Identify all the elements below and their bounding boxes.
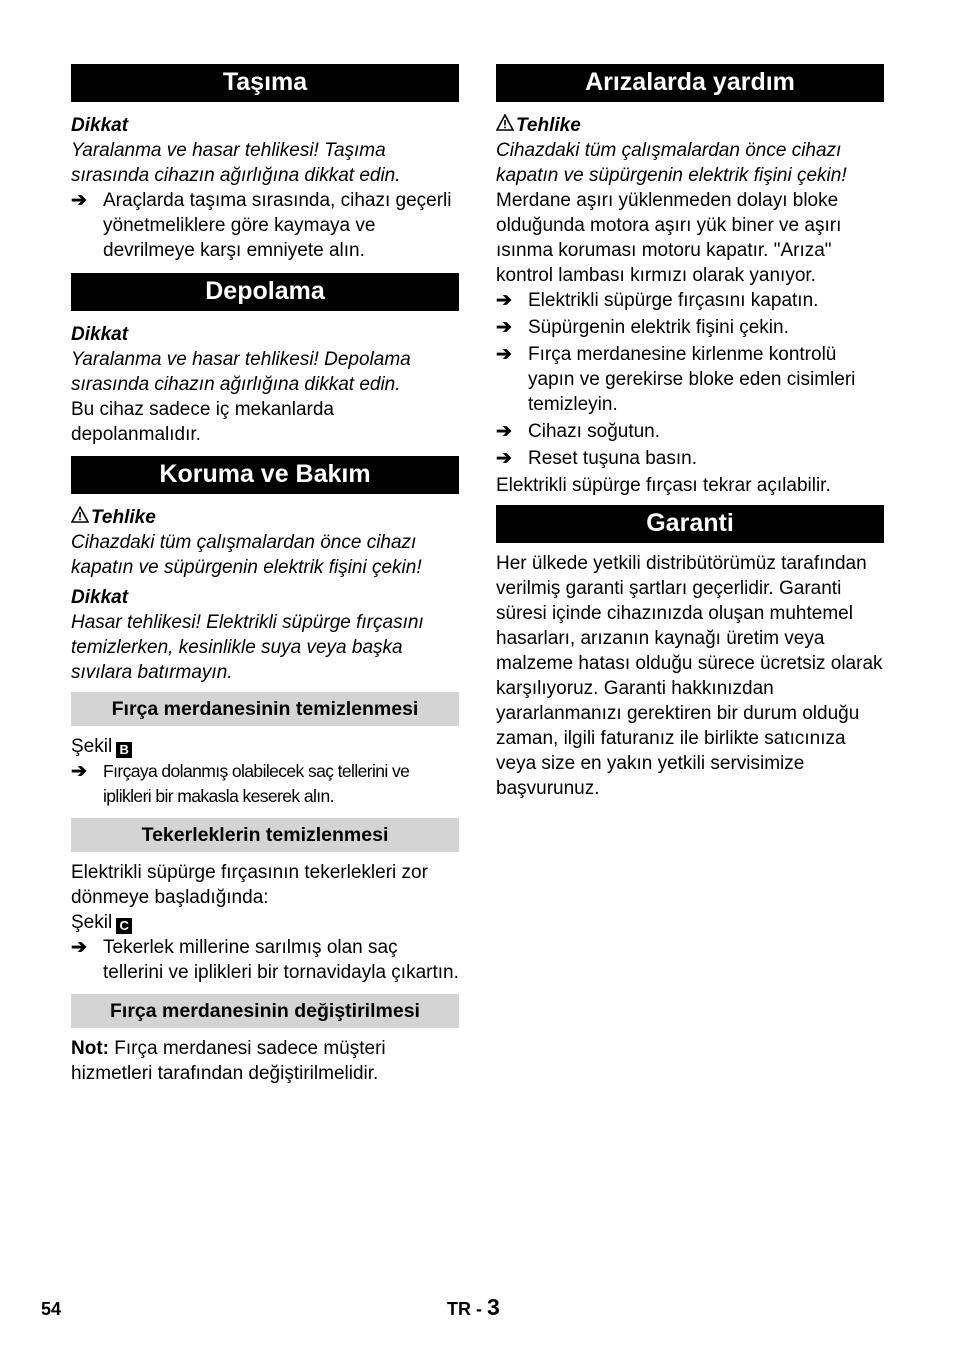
subsection-heading-firca-degistirilmesi: Fırça merdanesinin değiştirilmesi <box>71 994 459 1028</box>
list-item: ➔ Fırçaya dolanmış olabilecek saç tellerini ve iplikleri bir makasla keserek alın. <box>71 759 459 809</box>
danger-text: Cihazdaki tüm çalışmalardan önce cihazı kapatın ve süpürgenin elektrik fişini çekin! <box>496 140 847 186</box>
warning-triangle-icon <box>496 113 516 138</box>
body-text: Elektrikli süpürge fırçası tekrar açılabilir. <box>496 475 831 496</box>
figure-reference: Şekil B <box>71 734 459 759</box>
warning-triangle-icon <box>71 505 91 530</box>
figure-letter: C <box>116 918 132 934</box>
arrow-right-icon: ➔ <box>71 937 87 958</box>
caution-label: Dikkat <box>71 324 129 345</box>
section-marker: TR - 3 <box>447 1294 500 1320</box>
subsection-heading-firca-temizlenmesi: Fırça merdanesinin temizlenmesi <box>71 692 459 726</box>
caution-text: Yaralanma ve hasar tehlikesi! Depolama sırasında cihazın ağırlığına dikkat edin. <box>71 349 411 395</box>
danger-label: Tehlike <box>71 505 459 530</box>
body-text: Bu cihaz sadece iç mekanlarda depolanmalıdır. <box>71 399 334 445</box>
arrow-right-icon: ➔ <box>71 190 87 211</box>
body-text: Elektrikli süpürge fırçasının tekerlekleri zor dönmeye başladığında: <box>71 862 428 908</box>
section-heading-garanti: Garanti <box>496 505 884 543</box>
section-heading-koruma: Koruma ve Bakım <box>71 456 459 494</box>
caution-text: Hasar tehlikesi! Elektrikli süpürge fırçasını temizlerken, kesinlikle suya veya başka sıvılara batırmayın. <box>71 612 424 683</box>
body-text: Merdane aşırı yüklenmeden dolayı bloke olduğunda motora aşırı yük biner ve aşırı ısınma koruması motoru kapatır. "Arıza" kontrol lambası kırmızı olarak yanıyor. <box>496 190 842 286</box>
list-item: ➔ Fırça merdanesine kirlenme kontrolü yapın ve gerekirse bloke eden cisimleri temizleyin. <box>496 344 856 415</box>
subsection-heading-tekerlek: Tekerleklerin temizlenmesi <box>71 818 459 852</box>
figure-letter: B <box>116 742 132 758</box>
list-item: ➔ Reset tuşuna basın. <box>496 448 697 469</box>
arrow-right-icon: ➔ <box>496 290 512 311</box>
list-item: ➔ Süpürgenin elektrik fişini çekin. <box>496 317 789 338</box>
arrow-right-icon: ➔ <box>496 344 512 365</box>
danger-text: Cihazdaki tüm çalışmalardan önce cihazı kapatın ve süpürgenin elektrik fişini çekin! <box>71 532 422 578</box>
list-item: ➔ Tekerlek millerine sarılmış olan saç tellerini ve iplikleri bir tornavidayla çıkartın. <box>71 937 459 983</box>
section-heading-depolama: Depolama <box>71 273 459 311</box>
list-item: ➔ Cihazı soğutun. <box>496 421 661 442</box>
arrow-right-icon: ➔ <box>496 421 512 442</box>
right-column <box>496 64 884 801</box>
section-heading-ariza: Arızalarda yardım <box>496 64 884 102</box>
arrow-right-icon: ➔ <box>71 761 87 782</box>
caution-label: Dikkat <box>71 115 129 136</box>
figure-reference: Şekil C <box>71 910 459 935</box>
page-number: 54 <box>41 1299 62 1319</box>
list-item: ➔ Araçlarda taşıma sırasında, cihazı geçerli yönetmeliklere göre kaymaya ve devrilmeye karşı emniyete alın. <box>71 190 452 261</box>
note-text: Not: Fırça merdanesi sadece müşteri hizmetleri tarafından değiştirilmelidir. <box>71 1038 386 1084</box>
arrow-right-icon: ➔ <box>496 317 512 338</box>
danger-label: Tehlike <box>496 113 884 138</box>
section-heading-tasima: Taşıma <box>71 64 459 102</box>
body-text: Her ülkede yetkili distribütörümüz tarafından verilmiş garanti şartları geçerlidir. Garanti süresi içinde cihazınızda oluşan muhtemel hasarları, arızanın kaynağı üretim veya malzeme hatası olduğu sürece ücretsiz olarak karşılıyoruz. Garanti hakkınızdan yararlanmanızı gerektiren bir durum olduğu zaman, ilgili faturanız ile birlikte satıcınıza veya size en yakın yetkili servisimize başvurunuz. <box>496 553 883 799</box>
arrow-right-icon: ➔ <box>496 448 512 469</box>
left-column <box>71 64 459 1086</box>
list-item: ➔ Elektrikli süpürge fırçasını kapatın. <box>496 290 819 311</box>
caution-label: Dikkat <box>71 587 129 608</box>
caution-text: Yaralanma ve hasar tehlikesi! Taşıma sırasında cihazın ağırlığına dikkat edin. <box>71 140 401 186</box>
